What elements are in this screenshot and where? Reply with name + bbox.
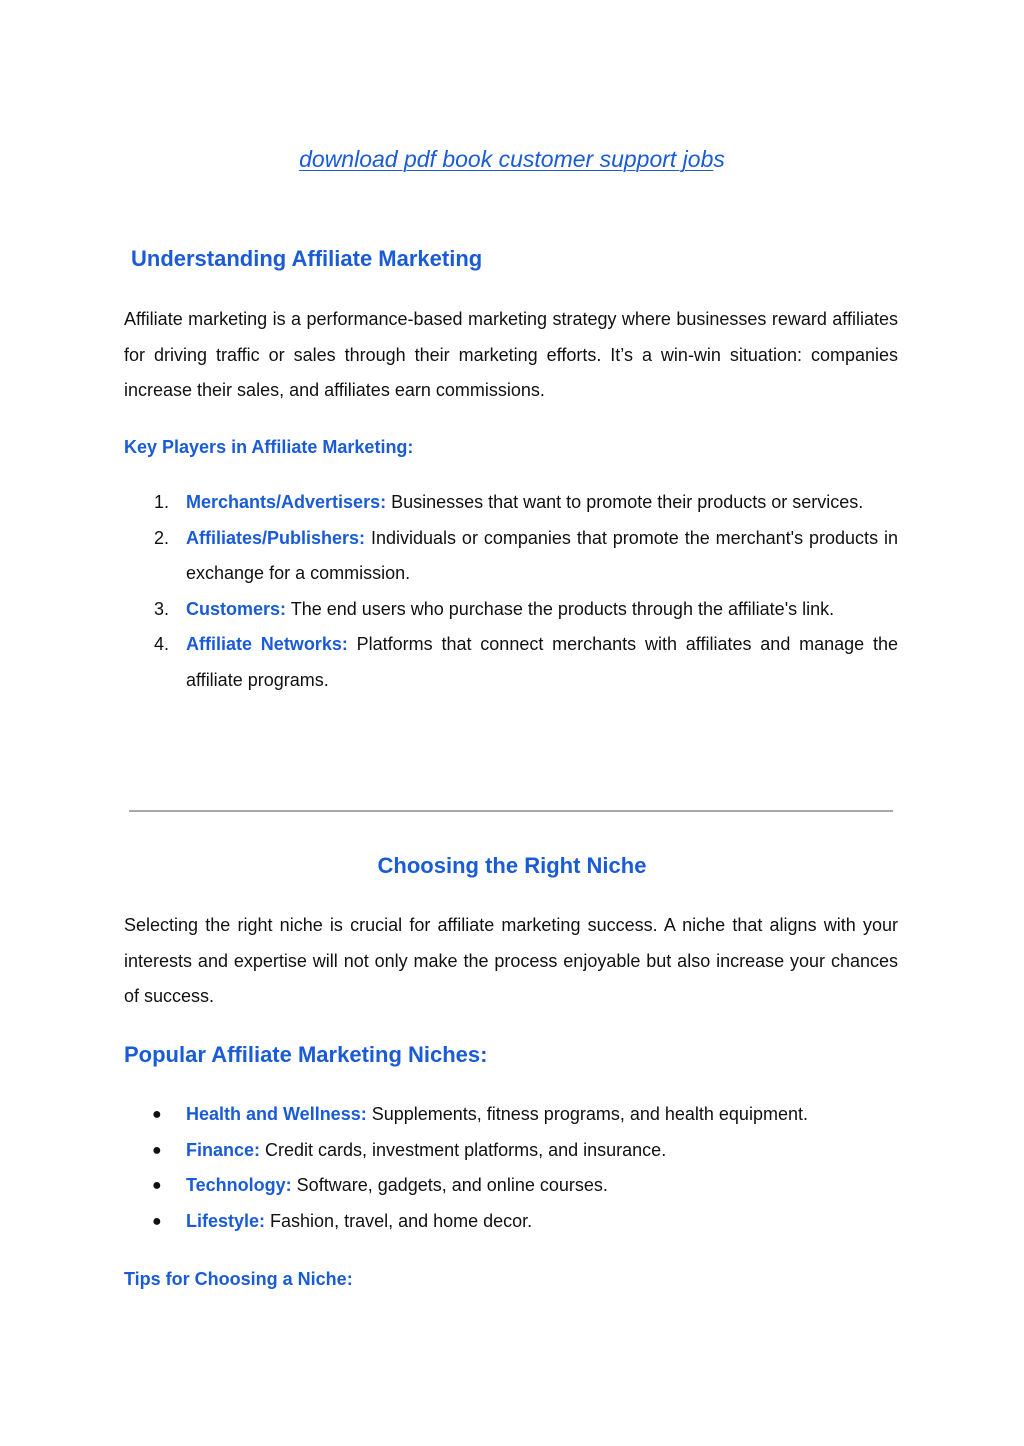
list-item	[124, 1133, 898, 1169]
section-heading-niche: Choosing the Right Niche	[377, 853, 647, 878]
list-item-term: Merchants/Advertisers:	[186, 492, 387, 512]
list-item	[124, 1168, 898, 1204]
list-number: 2.	[154, 527, 170, 548]
section-heading-understanding: Understanding Affiliate Marketing	[131, 246, 483, 271]
list-item	[124, 592, 898, 628]
section-intro-niche: Selecting the right niche is crucial for affiliate marketing success. A niche that aligns with your interests and expertise will not only make the process enjoyable but also increase your chances of success.	[124, 915, 898, 1006]
list-number: 3.	[154, 598, 170, 619]
list-item-term: Affiliate Networks:	[186, 634, 348, 654]
list-item-term: Technology:	[186, 1175, 292, 1195]
list-number: 4.	[154, 634, 170, 654]
list-item-text: Supplements, fitness programs, and health equipment.	[366, 1104, 808, 1124]
bullet-icon: ●	[152, 1141, 162, 1159]
download-pdf-link[interactable]: download pdf book customer support job	[299, 146, 714, 172]
download-pdf-link-tail: s	[713, 146, 725, 172]
list-item	[124, 1204, 898, 1240]
list-item	[124, 1097, 898, 1133]
list-item-text: Software, gadgets, and online courses.	[291, 1175, 608, 1195]
section-intro-understanding: Affiliate marketing is a performance-based marketing strategy where businesses reward affiliates for driving traffic or sales through their marketing efforts. It’s a win-win situation: companies increase their sales, and affiliates earn commissions.	[124, 309, 898, 400]
subheading-key-players: Key Players in Affiliate Marketing:	[124, 437, 414, 457]
list-item	[124, 485, 898, 521]
list-item-text: Platforms that connect merchants with affiliates and manage the affiliate programs.	[186, 634, 899, 690]
key-players-list	[124, 485, 898, 698]
subheading-tips: Tips for Choosing a Niche:	[124, 1269, 353, 1289]
list-item	[124, 627, 898, 698]
list-item-text: The end users who purchase the products through the affiliate's link.	[286, 598, 835, 619]
horizontal-divider	[129, 810, 893, 812]
bullet-icon: ●	[152, 1212, 162, 1230]
list-number: 1.	[154, 492, 170, 512]
list-item-term: Affiliates/Publishers:	[186, 527, 366, 548]
list-item-term: Finance:	[186, 1139, 261, 1160]
list-item-text: Businesses that want to promote their products or services.	[386, 492, 864, 512]
subheading-popular-niches: Popular Affiliate Marketing Niches:	[124, 1042, 488, 1067]
list-item-text: Credit cards, investment platforms, and insurance.	[260, 1139, 667, 1160]
list-item-term: Customers:	[186, 598, 287, 619]
top-link-container	[0, 146, 1024, 173]
popular-niches-list	[124, 1097, 898, 1239]
list-item-term: Health and Wellness:	[186, 1104, 367, 1124]
list-item-text: Individuals or companies that promote the merchant's products in exchange for a commission.	[186, 527, 898, 583]
list-item	[124, 521, 898, 592]
bullet-icon: ●	[152, 1177, 162, 1194]
bullet-icon: ●	[152, 1106, 162, 1123]
list-item-text: Fashion, travel, and home decor.	[265, 1210, 533, 1231]
list-item-term: Lifestyle:	[186, 1210, 266, 1231]
